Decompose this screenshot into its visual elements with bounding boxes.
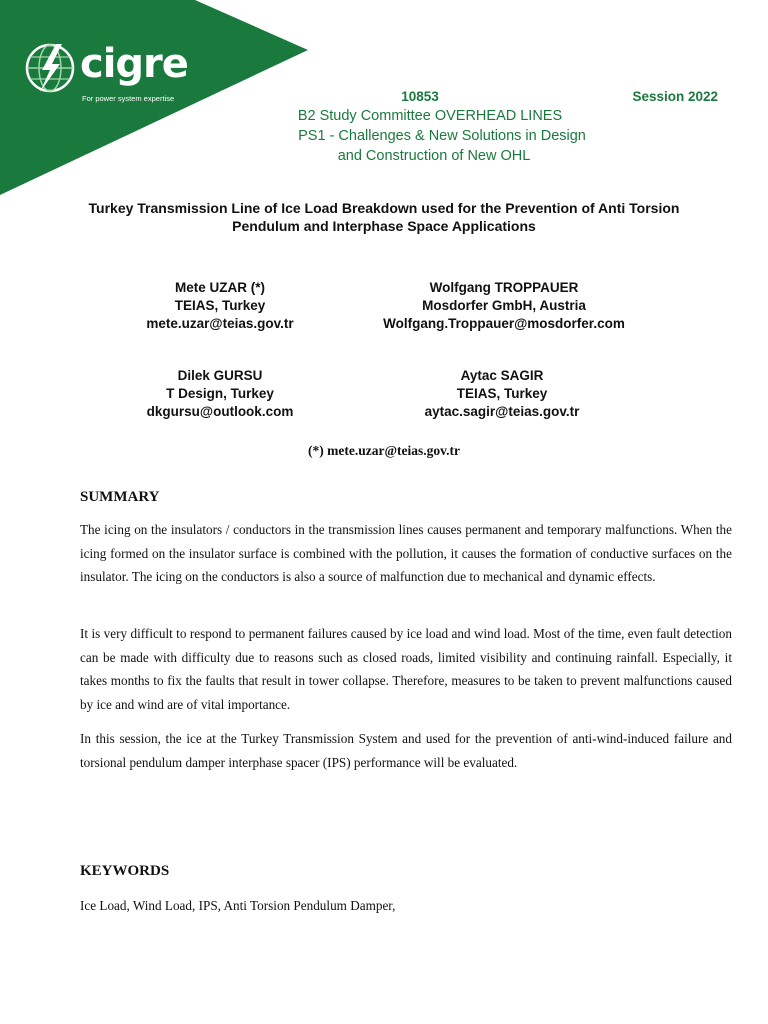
summary-heading: SUMMARY: [80, 489, 160, 505]
title-line-1: Turkey Transmission Line of Ice Load Breakdown used for the Prevention of Anti Torsion: [88, 200, 680, 216]
author-affiliation: Mosdorfer GmbH, Austria: [422, 298, 586, 313]
committee-line-2: PS1 - Challenges & New Solutions in Design: [298, 128, 586, 144]
corresponding-author: (*) mete.uzar@teias.gov.tr: [307, 443, 460, 458]
author-name: Dilek GURSU: [177, 368, 263, 383]
summary-paragraph-2: It is very difficult to respond to permanent failures caused by ice load and wind load. Most of the time, even fault detection can be made with difficulty due to reasons such as closed roads, limited visibility and continuing rainfall. Especially, it takes months to fix the faults that result in tower collapse. Therefore, measures to be taken to prevent malfunctions caused by ice and wind are of vital importance.: [80, 626, 732, 712]
author-affiliation: T Design, Turkey: [166, 386, 274, 401]
globe-lightning-icon: [24, 42, 76, 94]
paper-number: 10853: [401, 89, 439, 104]
author-name: Mete UZAR (*): [175, 280, 265, 295]
author-block-1: [120, 279, 320, 333]
summary-paragraph-1: The icing on the insulators / conductors in the transmission lines causes permanent and temporary malfunctions. When the icing formed on the insulator surface is combined with the pollution, it causes the formation of conductive surfaces on the insulator. The icing on the conductors is also a source of malfunction due to mechanical and dynamic effects.: [80, 522, 732, 584]
author-affiliation: TEIAS, Turkey: [174, 298, 266, 313]
author-block-4: [392, 367, 612, 421]
logo-tagline: For power system expertise: [82, 94, 175, 103]
keywords-text: Ice Load, Wind Load, IPS, Anti Torsion Pendulum Damper,: [80, 898, 396, 913]
cigre-logo: [20, 38, 190, 108]
committee-line-3: and Construction of New OHL: [337, 148, 531, 164]
keywords-heading: KEYWORDS: [80, 863, 170, 879]
author-block-3: [116, 367, 324, 421]
title-line-2: Pendulum and Interphase Space Applications: [232, 218, 536, 234]
author-email: Wolfgang.Troppauer@mosdorfer.com: [383, 316, 625, 331]
author-name: Wolfgang TROPPAUER: [429, 280, 579, 295]
author-email: aytac.sagir@teias.gov.tr: [424, 404, 580, 419]
session-label: Session 2022: [632, 89, 718, 104]
logo-wordmark: cigre: [80, 41, 188, 87]
author-email: dkgursu@outlook.com: [146, 404, 294, 419]
author-name: Aytac SAGIR: [460, 368, 544, 383]
committee-line-1: B2 Study Committee OVERHEAD LINES: [297, 108, 563, 124]
author-block-2: [354, 279, 654, 333]
author-email: mete.uzar@teias.gov.tr: [146, 316, 294, 331]
paper-title: [30, 199, 738, 235]
author-affiliation: TEIAS, Turkey: [456, 386, 548, 401]
summary-paragraph-3: In this session, the ice at the Turkey Transmission System and used for the prevention of anti-wind-induced failure and torsional pendulum damper interphase spacer (IPS) performance will be evaluated.: [80, 731, 732, 770]
